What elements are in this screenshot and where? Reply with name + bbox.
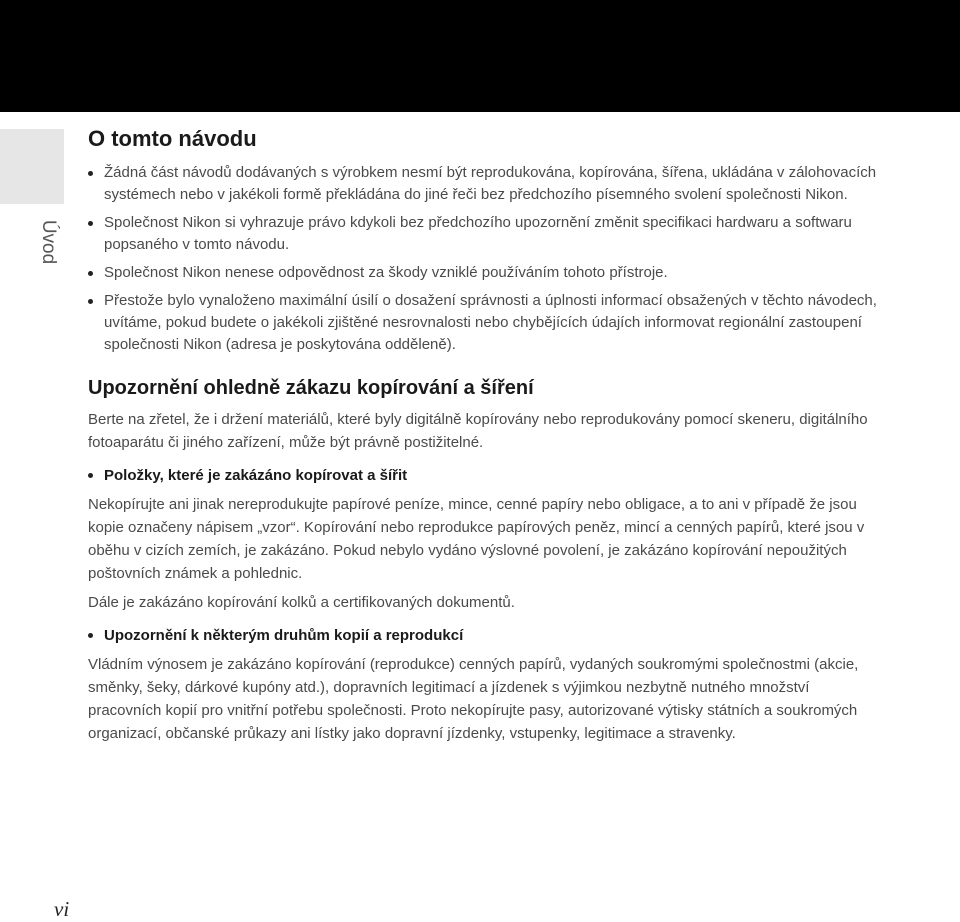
copies-warning-text: Vládním výnosem je zakázáno kopírování (reprodukce) cenných papírů, vydaných soukromými společnostmi (akcie, směnky, šeky, dárkové kupóny atd.), dopravních legitimací a jízdenek s výjimkou nezbytně nutného množství pracovních kopií pro vnitřní potřebu společnosti. Proto nekopírujte pasy, autorizované výtisky státních a soukromých organizací, občanské průkazy ani lístky jako dopravní jízdenky, vstupenky, legitimace a stravenky. (88, 656, 859, 742)
prohibited-items-heading: Položky, které je zakázáno kopírovat a šířit (88, 464, 883, 487)
list-item: Společnost Nikon nenese odpovědnost za škody vzniklé používáním tohoto přístroje. (88, 262, 883, 284)
copy-notice-intro: Berte na zřetel, že i držení materiálů, které byly digitálně kopírovány nebo reprodukovány pomocí skeneru, digitálního fotoaparátu či jiného zařízení, může být právně postižitelné. (88, 411, 868, 451)
about-manual-list (88, 162, 883, 356)
about-manual-heading: O tomto návodu (88, 126, 257, 151)
copy-notice-heading: Upozornění ohledně zákazu kopírování a šíření (88, 377, 534, 399)
chapter-tab-label: Úvod (38, 219, 59, 265)
prohibited-items-text: Nekopírujte ani jinak nereprodukujte papírové peníze, mince, cenné papíry nebo obligace, a to ani v případě že jsou kopie označeny nápisem „vzor“. Kopírování nebo reprodukce papírových peněz, mincí a cenných papírů, které jsou v oběhu v cizích zemích, je zakázáno. Pokud nebylo vydáno výslovné povolení, je zakázáno kopírování nepoužitých poštovních známek a pohlednic. (88, 496, 865, 582)
chapter-tab (0, 129, 64, 204)
stamps-documents-text: Dále je zakázáno kopírování kolků a certifikovaných dokumentů. (88, 594, 515, 611)
page-content (88, 124, 883, 745)
page-number: vi (54, 897, 70, 921)
top-black-bar (0, 0, 960, 112)
list-item: Společnost Nikon si vyhrazuje právo kdykoli bez předchozího upozornění změnit specifikaci hardwaru a softwaru popsaného v tomto návodu. (88, 212, 883, 256)
copies-warning-heading: Upozornění k některým druhům kopií a reprodukcí (88, 624, 883, 647)
list-item: Přestože bylo vynaloženo maximální úsilí o dosažení správnosti a úplnosti informací obsažených v těchto návodech, uvítáme, pokud budete o jakékoli zjištěné nesrovnalosti nebo chybějících údajích informovat regionální zastoupení společnosti Nikon (adresa je poskytována odděleně). (88, 290, 883, 356)
list-item: Žádná část návodů dodávaných s výrobkem nesmí být reprodukována, kopírována, šířena, ukládána v zálohovacích systémech nebo v jakékoli formě překládána do jiné řeči bez předchozího písemného svolení společnosti Nikon. (88, 162, 883, 206)
